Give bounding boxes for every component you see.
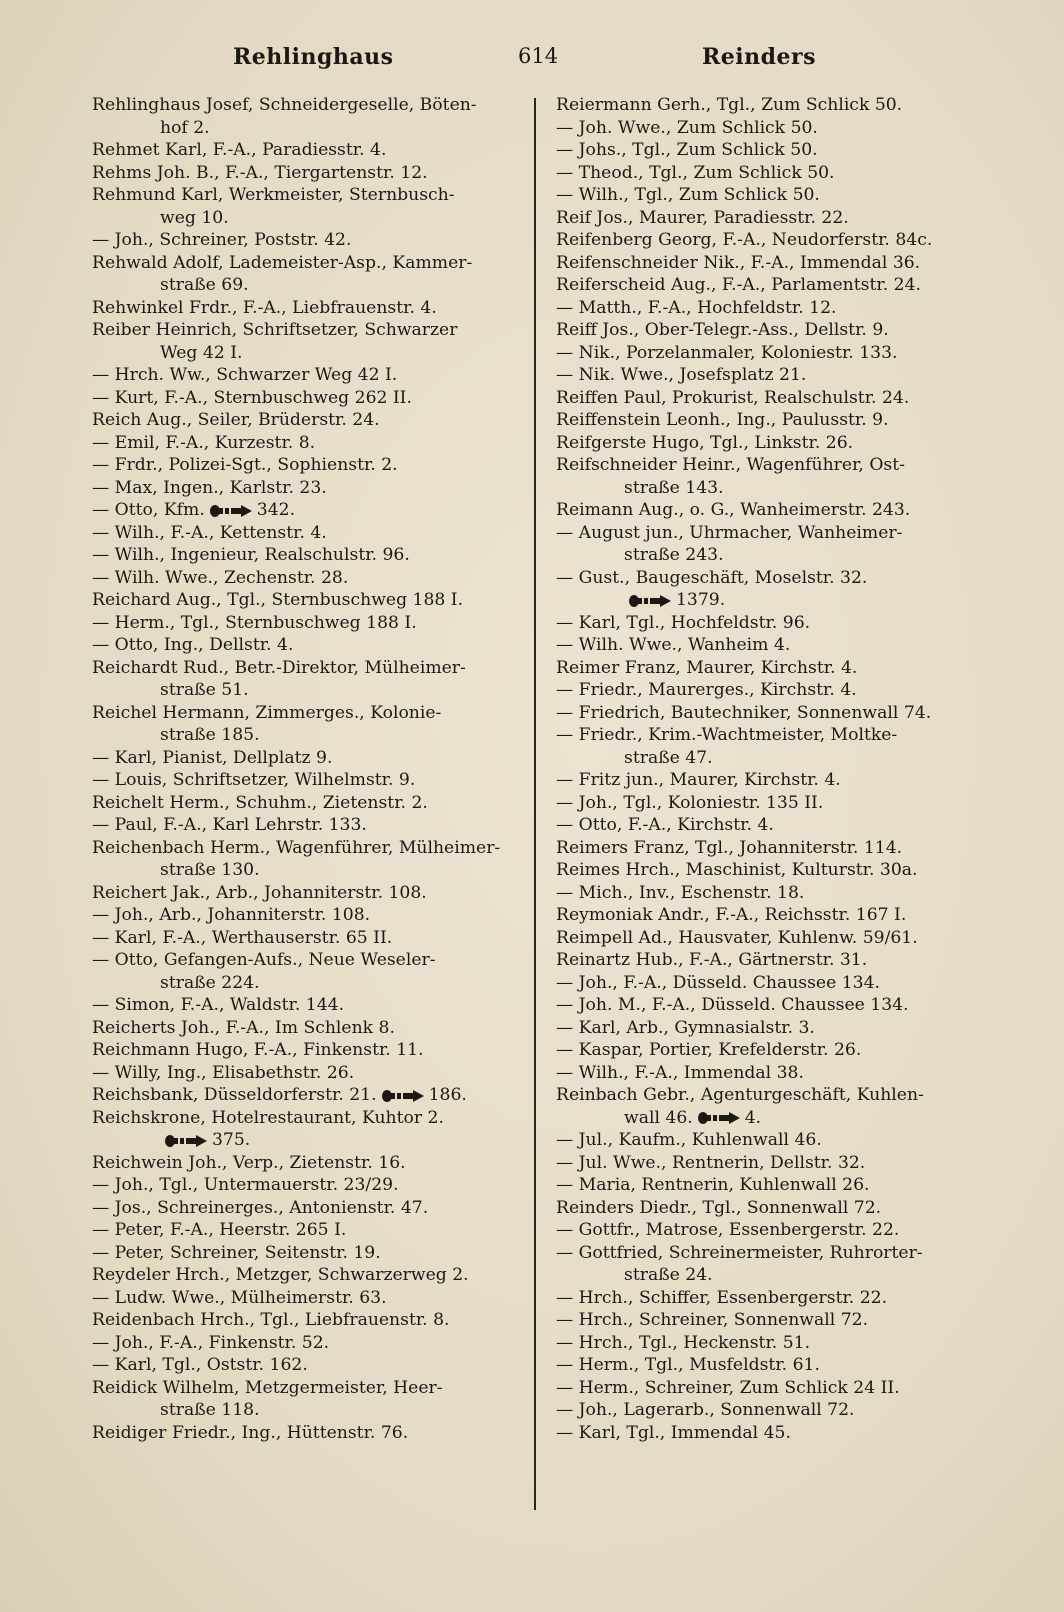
directory-line	[92, 1039, 524, 1062]
entry-text: — Peter, F.-A., Heerstr. 265 I.	[92, 1220, 347, 1240]
entry-text: wall 46.	[624, 1107, 693, 1128]
entry-text: Rehmund Karl, Werkmeister, Sternbusch-	[92, 185, 455, 205]
entry-text: — Joh., Tgl., Koloniestr. 135 II.	[556, 792, 824, 813]
entry-text: straße 143.	[624, 477, 724, 498]
directory-line	[92, 792, 524, 815]
directory-line	[92, 274, 524, 297]
directory-line	[92, 1399, 524, 1422]
directory-line	[556, 1197, 996, 1220]
entry-text: — Johs., Tgl., Zum Schlick 50.	[556, 140, 818, 160]
directory-line	[92, 409, 524, 432]
directory-line	[556, 612, 996, 635]
directory-line	[92, 1017, 524, 1040]
entry-text: Reichenbach Herm., Wagenführer, Mülheimer-	[92, 837, 501, 858]
entry-text: Reichard Aug., Tgl., Sternbuschweg 188 I.	[92, 590, 464, 610]
directory-line	[92, 747, 524, 770]
entry-text: Rehlinghaus Josef, Schneidergeselle, Böten-	[92, 95, 477, 115]
directory-line	[556, 522, 996, 545]
entry-text: Reiffen Paul, Prokurist, Realschulstr. 24.	[556, 387, 910, 408]
entry-text: — Gottfried, Schreinermeister, Ruhrorter-	[556, 1242, 923, 1263]
directory-line	[556, 477, 996, 500]
entry-text: Reichel Hermann, Zimmerges., Kolonie-	[92, 702, 442, 723]
directory-line	[556, 679, 996, 702]
entry-text: Reifenschneider Nik., F.-A., Immendal 36.	[556, 252, 921, 273]
directory-line	[556, 387, 996, 410]
directory-line	[92, 387, 524, 410]
entry-text: — Wilh., F.-A., Immendal 38.	[556, 1062, 804, 1083]
entry-text: — Joh., Arb., Johanniterstr. 108.	[92, 905, 371, 925]
directory-line	[92, 1354, 524, 1377]
directory-line	[556, 1377, 996, 1400]
entry-text: Reicherts Joh., F.-A., Im Schlenk 8.	[92, 1017, 395, 1038]
directory-line	[92, 927, 524, 950]
directory-line	[92, 859, 524, 882]
entry-text: — Friedrich, Bautechniker, Sonnenwall 74.	[556, 702, 932, 723]
directory-line	[92, 522, 524, 545]
directory-line	[92, 342, 524, 365]
directory-line	[556, 769, 996, 792]
entry-text: Reiffenstein Leonh., Ing., Paulusstr. 9.	[556, 410, 889, 430]
entry-text: — Wilh. Wwe., Zechenstr. 28.	[92, 567, 349, 588]
directory-line	[556, 792, 996, 815]
entry-text: straße 130.	[160, 860, 260, 880]
entry-text: — Frdr., Polizei-Sgt., Sophienstr. 2.	[92, 455, 398, 475]
right-column	[556, 94, 996, 1444]
directory-line	[92, 94, 524, 117]
directory-line	[92, 814, 524, 837]
directory-line	[92, 229, 524, 252]
entry-text: Reichwein Joh., Verp., Zietenstr. 16.	[92, 1152, 406, 1173]
directory-line	[92, 1332, 524, 1355]
telephone-number: 186.	[428, 1085, 467, 1105]
directory-line	[556, 994, 996, 1017]
directory-line	[92, 634, 524, 657]
entry-text: — Hrch., Schiffer, Essenbergerstr. 22.	[556, 1287, 888, 1308]
entry-text: straße 243.	[624, 545, 724, 565]
telephone-number: 375.	[212, 1130, 251, 1150]
entry-text: — Joh., Tgl., Untermauerstr. 23/29.	[92, 1175, 399, 1195]
entry-text: Reimer Franz, Maurer, Kirchstr. 4.	[556, 657, 858, 678]
entry-text: — Nik., Porzelanmaler, Koloniestr. 133.	[556, 342, 898, 363]
directory-line	[92, 1422, 524, 1445]
directory-line	[92, 1219, 524, 1242]
entry-text: — Karl, Tgl., Immendal 45.	[556, 1422, 791, 1443]
entry-text: — Joh. Wwe., Zum Schlick 50.	[556, 117, 818, 138]
entry-text: Reimpell Ad., Hausvater, Kuhlenw. 59/61.	[556, 927, 918, 948]
directory-line	[92, 994, 524, 1017]
directory-line	[92, 454, 524, 477]
entry-text: straße 47.	[624, 747, 713, 768]
entry-text: — Joh. M., F.-A., Düsseld. Chaussee 134.	[556, 995, 909, 1015]
directory-line	[556, 139, 996, 162]
entry-text: Reichardt Rud., Betr.-Direktor, Mülheimer-	[92, 657, 466, 678]
entry-text: — Joh., F.-A., Finkenstr. 52.	[92, 1332, 330, 1353]
directory-line	[92, 1264, 524, 1287]
directory-line	[556, 904, 996, 927]
entry-text: Reinders Diedr., Tgl., Sonnenwall 72.	[556, 1197, 882, 1218]
entry-text: Reichskrone, Hotelrestaurant, Kuhtor 2.	[92, 1107, 444, 1128]
directory-line	[92, 589, 524, 612]
directory-line	[556, 837, 996, 860]
directory-line	[556, 634, 996, 657]
directory-line	[92, 567, 524, 590]
entry-text: — Simon, F.-A., Waldstr. 144.	[92, 995, 345, 1015]
directory-line	[92, 882, 524, 905]
telephone-receiver-icon	[164, 1134, 208, 1148]
header-left-keyword: Rehlinghaus	[233, 44, 394, 70]
entry-text: Reiber Heinrich, Schriftsetzer, Schwarzer	[92, 320, 458, 340]
page-header	[90, 44, 820, 78]
entry-text: — Willy, Ing., Elisabethstr. 26.	[92, 1062, 355, 1083]
entry-text: Reinartz Hub., F.-A., Gärtnerstr. 31.	[556, 950, 868, 970]
entry-text: — Wilh., Tgl., Zum Schlick 50.	[556, 185, 820, 205]
entry-text: Reiferscheid Aug., F.-A., Parlamentstr. 24.	[556, 275, 921, 295]
directory-line	[556, 567, 996, 590]
entry-text: Rehwald Adolf, Lademeister-Asp., Kammer-	[92, 252, 473, 273]
directory-line	[92, 139, 524, 162]
entry-text: — Herm., Tgl., Musfeldstr. 61.	[556, 1355, 820, 1375]
entry-text: straße 69.	[160, 275, 249, 295]
directory-line	[556, 882, 996, 905]
telephone-number: 342.	[256, 500, 296, 520]
directory-line	[556, 184, 996, 207]
directory-line	[556, 1084, 996, 1107]
directory-line	[556, 747, 996, 770]
entry-text: — Joh., Lagerarb., Sonnenwall 72.	[556, 1400, 855, 1420]
directory-line	[556, 409, 996, 432]
entry-text: — Maria, Rentnerin, Kuhlenwall 26.	[556, 1175, 870, 1195]
entry-text: — Friedr., Maurerges., Kirchstr. 4.	[556, 680, 857, 700]
entry-text: Reiermann Gerh., Tgl., Zum Schlick 50.	[556, 95, 903, 115]
directory-line	[556, 1062, 996, 1085]
entry-text: Reichsbank, Düsseldorferstr. 21.	[92, 1085, 377, 1105]
left-column	[92, 94, 524, 1444]
entry-text: Reifenberg Georg, F.-A., Neudorferstr. 84c.	[556, 230, 933, 250]
entry-text: Reidenbach Hrch., Tgl., Liebfrauenstr. 8.	[92, 1310, 450, 1330]
entry-text: — Jul. Wwe., Rentnerin, Dellstr. 32.	[556, 1152, 866, 1173]
directory-line	[92, 544, 524, 567]
entry-text: — Karl, Pianist, Dellplatz 9.	[92, 747, 333, 768]
entry-text: Reydeler Hrch., Metzger, Schwarzerweg 2.	[92, 1265, 469, 1285]
entry-text: — Gust., Baugeschäft, Moselstr. 32.	[556, 567, 868, 588]
directory-line	[556, 1354, 996, 1377]
directory-line	[556, 252, 996, 275]
directory-line	[556, 702, 996, 725]
entry-text: — August jun., Uhrmacher, Wanheimer-	[556, 522, 903, 543]
directory-line	[556, 1242, 996, 1265]
entry-text: straße 51.	[160, 680, 249, 700]
directory-line	[92, 1309, 524, 1332]
directory-line	[556, 657, 996, 680]
directory-line	[92, 1242, 524, 1265]
directory-line	[556, 94, 996, 117]
entry-text: — Fritz jun., Maurer, Kirchstr. 4.	[556, 770, 841, 790]
entry-text: straße 185.	[160, 725, 260, 745]
directory-line	[556, 1309, 996, 1332]
header-right-keyword: Reinders	[702, 44, 816, 70]
directory-line	[556, 814, 996, 837]
directory-line	[556, 229, 996, 252]
directory-line	[92, 1107, 524, 1130]
page-number: 614	[518, 44, 559, 68]
entry-text: — Wilh., F.-A., Kettenstr. 4.	[92, 522, 327, 543]
directory-line	[92, 1084, 524, 1107]
directory-line	[556, 1422, 996, 1445]
directory-line	[92, 972, 524, 995]
entry-text: — Hrch., Tgl., Heckenstr. 51.	[556, 1332, 811, 1353]
entry-text: — Gottfr., Matrose, Essenbergerstr. 22.	[556, 1220, 900, 1240]
directory-line	[92, 1129, 524, 1152]
directory-line	[556, 454, 996, 477]
entry-text: — Friedr., Krim.-Wachtmeister, Moltke-	[556, 725, 898, 745]
entry-text: — Karl, Arb., Gymnasialstr. 3.	[556, 1017, 815, 1038]
directory-line	[92, 477, 524, 500]
entry-text: — Kaspar, Portier, Krefelderstr. 26.	[556, 1040, 862, 1060]
telephone-receiver-icon	[628, 594, 672, 608]
directory-line	[556, 724, 996, 747]
telephone-number: 4.	[744, 1107, 762, 1128]
entry-text: — Otto, Gefangen-Aufs., Neue Weseler-	[92, 950, 436, 970]
entry-text: — Otto, Ing., Dellstr. 4.	[92, 635, 294, 655]
directory-line	[556, 319, 996, 342]
directory-line	[556, 972, 996, 995]
directory-line	[92, 499, 524, 522]
entry-text: — Jos., Schreinerges., Antonienstr. 47.	[92, 1197, 429, 1218]
entry-text: — Otto, F.-A., Kirchstr. 4.	[556, 815, 774, 835]
directory-line	[556, 162, 996, 185]
directory-line	[92, 207, 524, 230]
entry-text: Rehmet Karl, F.-A., Paradiesstr. 4.	[92, 140, 387, 160]
entry-text: — Max, Ingen., Karlstr. 23.	[92, 477, 327, 498]
directory-line	[556, 589, 996, 612]
directory-line	[556, 274, 996, 297]
directory-line	[92, 1377, 524, 1400]
directory-line	[556, 1107, 996, 1130]
entry-text: straße 118.	[160, 1400, 260, 1420]
directory-line	[92, 1287, 524, 1310]
telephone-receiver-icon	[381, 1089, 425, 1103]
entry-text: — Wilh., Ingenieur, Realschulstr. 96.	[92, 545, 410, 565]
directory-line	[92, 432, 524, 455]
directory-line	[556, 927, 996, 950]
directory-line	[92, 904, 524, 927]
entry-text: Reimann Aug., o. G., Wanheimerstr. 243.	[556, 500, 911, 520]
directory-line	[556, 1039, 996, 1062]
entry-text: Rehwinkel Frdr., F.-A., Liebfrauenstr. 4.	[92, 297, 437, 318]
directory-line	[92, 949, 524, 972]
entry-text: — Nik. Wwe., Josefsplatz 21.	[556, 365, 807, 385]
entry-text: — Mich., Inv., Eschenstr. 18.	[556, 882, 805, 903]
directory-line	[92, 702, 524, 725]
directory-line	[92, 612, 524, 635]
entry-text: Reifgerste Hugo, Tgl., Linkstr. 26.	[556, 432, 854, 453]
directory-line	[92, 297, 524, 320]
directory-line	[556, 432, 996, 455]
telephone-receiver-icon	[697, 1111, 741, 1125]
entry-text: — Karl, F.-A., Werthauserstr. 65 II.	[92, 927, 393, 948]
entry-text: Reiff Jos., Ober-Telegr.-Ass., Dellstr. 9.	[556, 320, 889, 340]
directory-line	[92, 837, 524, 860]
directory-line	[556, 949, 996, 972]
directory-line	[556, 1174, 996, 1197]
entry-text: Reidiger Friedr., Ing., Hüttenstr. 76.	[92, 1422, 409, 1443]
directory-line	[556, 1287, 996, 1310]
column-divider	[534, 98, 536, 1510]
directory-line	[556, 297, 996, 320]
entry-text: — Jul., Kaufm., Kuhlenwall 46.	[556, 1130, 822, 1150]
directory-line	[92, 184, 524, 207]
directory-line	[556, 544, 996, 567]
entry-text: — Matth., F.-A., Hochfeldstr. 12.	[556, 297, 837, 318]
entry-text: — Karl, Tgl., Oststr. 162.	[92, 1355, 308, 1375]
directory-line	[92, 679, 524, 702]
telephone-receiver-icon	[209, 504, 253, 518]
entry-text: — Paul, F.-A., Karl Lehrstr. 133.	[92, 815, 367, 835]
entry-text: Reichert Jak., Arb., Johanniterstr. 108.	[92, 882, 427, 903]
directory-line	[556, 859, 996, 882]
entry-text: — Joh., Schreiner, Poststr. 42.	[92, 230, 352, 250]
entry-text: — Herm., Tgl., Sternbuschweg 188 I.	[92, 612, 417, 633]
directory-line	[556, 1399, 996, 1422]
entry-text: straße 224.	[160, 972, 260, 993]
directory-line	[556, 1264, 996, 1287]
entry-text: — Wilh. Wwe., Wanheim 4.	[556, 635, 791, 655]
directory-line	[92, 117, 524, 140]
entry-text: — Hrch., Schreiner, Sonnenwall 72.	[556, 1310, 869, 1330]
entry-text: — Ludw. Wwe., Mülheimerstr. 63.	[92, 1287, 387, 1308]
directory-line	[92, 319, 524, 342]
entry-text: — Emil, F.-A., Kurzestr. 8.	[92, 432, 316, 453]
entry-text: — Joh., F.-A., Düsseld. Chaussee 134.	[556, 972, 881, 993]
directory-line	[556, 1332, 996, 1355]
directory-line	[92, 769, 524, 792]
entry-text: Reichmann Hugo, F.-A., Finkenstr. 11.	[92, 1040, 424, 1060]
entry-text: Reimers Franz, Tgl., Johanniterstr. 114.	[556, 837, 903, 858]
entry-text: — Louis, Schriftsetzer, Wilhelmstr. 9.	[92, 770, 416, 790]
entry-text: Reichelt Herm., Schuhm., Zietenstr. 2.	[92, 792, 428, 813]
entry-text: Reif Jos., Maurer, Paradiesstr. 22.	[556, 207, 849, 228]
entry-text: — Theod., Tgl., Zum Schlick 50.	[556, 162, 835, 183]
entry-text: Reidick Wilhelm, Metzgermeister, Heer-	[92, 1377, 443, 1398]
directory-line	[556, 117, 996, 140]
entry-text: — Herm., Schreiner, Zum Schlick 24 II.	[556, 1377, 900, 1398]
directory-line	[556, 364, 996, 387]
entry-text: weg 10.	[160, 207, 229, 228]
directory-line	[556, 1017, 996, 1040]
directory-line	[556, 499, 996, 522]
entry-text: — Karl, Tgl., Hochfeldstr. 96.	[556, 612, 811, 633]
directory-line	[92, 724, 524, 747]
directory-line	[92, 1197, 524, 1220]
entry-text: Reinbach Gebr., Agenturgeschäft, Kuhlen-	[556, 1085, 924, 1105]
entry-text: Reimes Hrch., Maschinist, Kulturstr. 30a.	[556, 860, 918, 880]
entry-text: — Kurt, F.-A., Sternbuschweg 262 II.	[92, 387, 412, 408]
entry-text: Reich Aug., Seiler, Brüderstr. 24.	[92, 410, 380, 430]
directory-line	[92, 657, 524, 680]
directory-line	[556, 207, 996, 230]
directory-line	[92, 1174, 524, 1197]
entry-text: Reymoniak Andr., F.-A., Reichsstr. 167 I.	[556, 905, 907, 925]
directory-line	[556, 1152, 996, 1175]
directory-line	[556, 342, 996, 365]
telephone-number: 1379.	[676, 590, 726, 610]
entry-text: — Otto, Kfm.	[92, 500, 205, 520]
entry-text: Rehms Joh. B., F.-A., Tiergartenstr. 12.	[92, 162, 428, 183]
directory-line	[92, 364, 524, 387]
directory-line	[556, 1219, 996, 1242]
entry-text: Reifschneider Heinr., Wagenführer, Ost-	[556, 455, 905, 475]
directory-line	[556, 1129, 996, 1152]
entry-text: hof 2.	[160, 117, 210, 138]
directory-line	[92, 252, 524, 275]
directory-line	[92, 1152, 524, 1175]
entry-text: — Hrch. Ww., Schwarzer Weg 42 I.	[92, 365, 398, 385]
entry-text: Weg 42 I.	[160, 342, 243, 363]
directory-line	[92, 1062, 524, 1085]
directory-line	[92, 162, 524, 185]
entry-text: straße 24.	[624, 1265, 713, 1285]
entry-text: — Peter, Schreiner, Seitenstr. 19.	[92, 1242, 381, 1263]
